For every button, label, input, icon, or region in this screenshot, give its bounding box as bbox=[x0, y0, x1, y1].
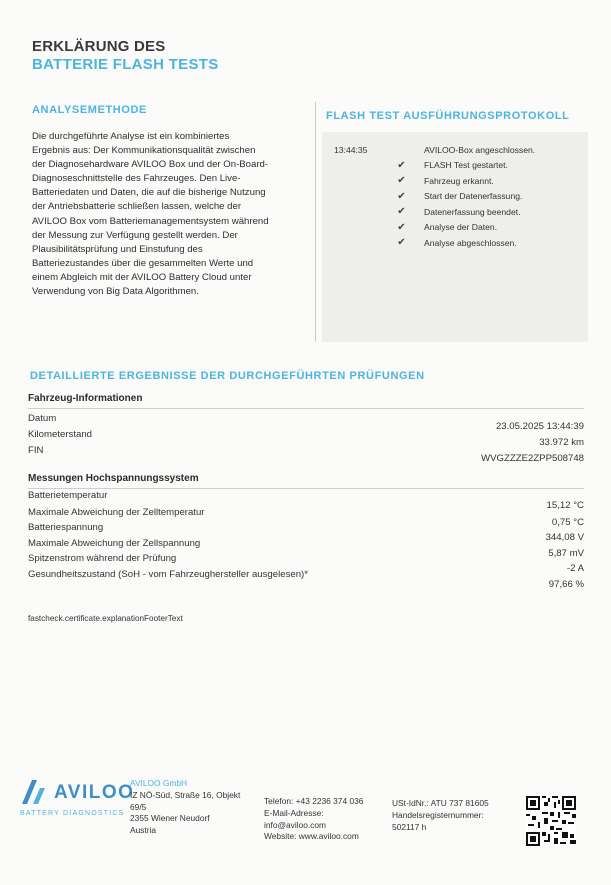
label-date: Datum bbox=[28, 413, 57, 424]
protocol-heading: FLASH TEST AUSFÜHRUNGSPROTOKOLL bbox=[326, 110, 570, 122]
analysis-line: Batteriedaten und Daten, die auf die bisherige Nutzung bbox=[32, 187, 266, 199]
check-icon: ✔ bbox=[397, 221, 406, 233]
protocol-list bbox=[334, 142, 535, 251]
analysis-line: der Diagnosehardware AVILOO Box und der On-Board- bbox=[32, 159, 269, 171]
label-peak-current: Spitzenstrom während der Prüfung bbox=[28, 553, 177, 564]
analysis-line: Verwendung von Big Data Algorithmen. bbox=[32, 286, 199, 298]
label-battery-temperature: Batterietemperatur bbox=[28, 490, 108, 501]
company-name: AVILOO GmbH bbox=[130, 778, 188, 788]
protocol-text: AVILOO-Box angeschlossen. bbox=[424, 144, 536, 155]
value-soh: 97,66 % bbox=[548, 579, 584, 590]
protocol-text: FLASH Test gestartet. bbox=[424, 160, 508, 171]
company-address bbox=[130, 778, 240, 837]
protocol-text: Fahrzeug erkannt. bbox=[424, 175, 494, 186]
value-mileage: 33.972 km bbox=[539, 437, 584, 448]
logo-mark-icon bbox=[20, 776, 52, 806]
value-peak-current: -2 A bbox=[566, 563, 584, 574]
value-date: 23.05.2025 13:44:39 bbox=[495, 421, 584, 432]
label-mileage: Kilometerstand bbox=[28, 429, 92, 440]
label-soh: Gesundheitszustand (SoH - vom Fahrzeughersteller ausgelesen)* bbox=[28, 569, 308, 580]
check-icon: ✔ bbox=[397, 175, 406, 187]
address-line: Austria bbox=[130, 825, 157, 836]
vehicle-info-title: Fahrzeug-Informationen bbox=[28, 393, 143, 404]
column-divider bbox=[315, 102, 316, 342]
company-contact bbox=[264, 796, 363, 843]
vehicle-info-section bbox=[28, 393, 584, 465]
analysis-line: AVILOO Box vom Batteriemanagementsystem während bbox=[32, 215, 269, 227]
address-line: IZ NÖ-Süd, Straße 16, Objekt bbox=[130, 789, 241, 800]
logo-wordmark: AVILOO bbox=[54, 782, 135, 803]
check-icon: ✔ bbox=[397, 237, 406, 249]
value-cell-voltage-deviation: 5,87 mV bbox=[548, 548, 584, 559]
protocol-text: Analyse der Daten. bbox=[424, 222, 498, 233]
value-battery-voltage: 344,08 V bbox=[545, 532, 584, 543]
value-battery-temperature: 15,12 °C bbox=[546, 500, 584, 511]
analysis-line: Ergebnis aus: Der Kommunikationsqualität zwischen bbox=[32, 145, 256, 157]
phone-text: Telefon: +43 2236 374 036 bbox=[264, 796, 364, 806]
value-vin: WVGZZZE2ZPP508748 bbox=[481, 453, 584, 464]
hv-measurements-title: Messungen Hochspannungssystem bbox=[28, 473, 199, 484]
analysis-heading: ANALYSEMETHODE bbox=[32, 104, 147, 116]
company-legal bbox=[392, 798, 489, 833]
analysis-line: der Antriebsbatterie schließen lassen, welche der bbox=[32, 201, 242, 213]
protocol-row bbox=[334, 173, 535, 189]
section-divider bbox=[28, 408, 584, 409]
label-cell-temp-deviation: Maximale Abweichung der Zelltemperatur bbox=[28, 507, 205, 518]
check-icon: ✔ bbox=[397, 190, 406, 202]
qr-code-icon bbox=[526, 796, 576, 846]
protocol-box bbox=[322, 132, 588, 342]
analysis-line: Batteriezustandes über die gesammelten Werte und bbox=[32, 257, 254, 269]
label-battery-voltage: Batteriespannung bbox=[28, 522, 104, 533]
label-vin: FIN bbox=[28, 445, 44, 456]
analysis-text bbox=[32, 130, 294, 299]
protocol-time: 13:44:35 bbox=[334, 144, 368, 155]
address-line: 69/5 bbox=[130, 801, 147, 812]
register-label: Handelsregisternummer: bbox=[392, 809, 484, 820]
website-link[interactable]: Website: www.aviloo.com bbox=[264, 831, 359, 842]
email-link[interactable]: info@aviloo.com bbox=[264, 819, 327, 830]
protocol-row bbox=[334, 220, 535, 236]
protocol-row bbox=[334, 158, 535, 174]
email-label: E-Mail-Adresse: bbox=[264, 807, 324, 818]
address-line: 2355 Wiener Neudorf bbox=[130, 813, 210, 824]
results-heading: DETAILLIERTE ERGEBNISSE DER DURCHGEFÜHRTEN PRÜFUNGEN bbox=[30, 370, 425, 382]
vat-id: USt-IdNr.: ATU 737 81605 bbox=[392, 798, 489, 808]
protocol-text: Start der Datenerfassung. bbox=[424, 191, 523, 202]
check-icon: ✔ bbox=[397, 206, 406, 218]
footer-note: fastcheck.certificate.explanationFooterText bbox=[28, 614, 183, 623]
protocol-row bbox=[334, 142, 535, 158]
document-title-line2: BATTERIE FLASH TESTS bbox=[32, 56, 219, 73]
analysis-line: Plausibilitätsprüfung und Einstufung des bbox=[32, 243, 203, 255]
check-icon: ✔ bbox=[397, 159, 406, 171]
label-cell-voltage-deviation: Maximale Abweichung der Zellspannung bbox=[28, 538, 201, 549]
protocol-text: Analyse abgeschlossen. bbox=[424, 237, 517, 248]
aviloo-logo bbox=[20, 776, 135, 822]
document-title-line1: ERKLÄRUNG DES bbox=[32, 38, 166, 55]
protocol-row bbox=[334, 204, 535, 220]
logo-subtitle: BATTERY DIAGNOSTICS bbox=[20, 810, 125, 817]
hv-measurements-section bbox=[28, 473, 584, 598]
section-divider bbox=[28, 488, 584, 489]
analysis-line: der Messung zur Verfügung gestellt werden. Der bbox=[32, 229, 238, 241]
protocol-text: Datenerfassung beendet. bbox=[424, 206, 521, 217]
protocol-row bbox=[334, 189, 535, 205]
protocol-row bbox=[334, 235, 535, 251]
value-cell-temp-deviation: 0,75 °C bbox=[551, 517, 584, 528]
analysis-line: Diagnoseschnittstelle des Fahrzeuges. Den Live- bbox=[32, 173, 241, 185]
analysis-line: Die durchgeführte Analyse ist ein kombiniertes bbox=[32, 131, 230, 142]
register-number: 502117 h bbox=[392, 821, 427, 832]
analysis-line: einem Abgleich mit der AVILOO Battery Cloud unter bbox=[32, 271, 252, 283]
